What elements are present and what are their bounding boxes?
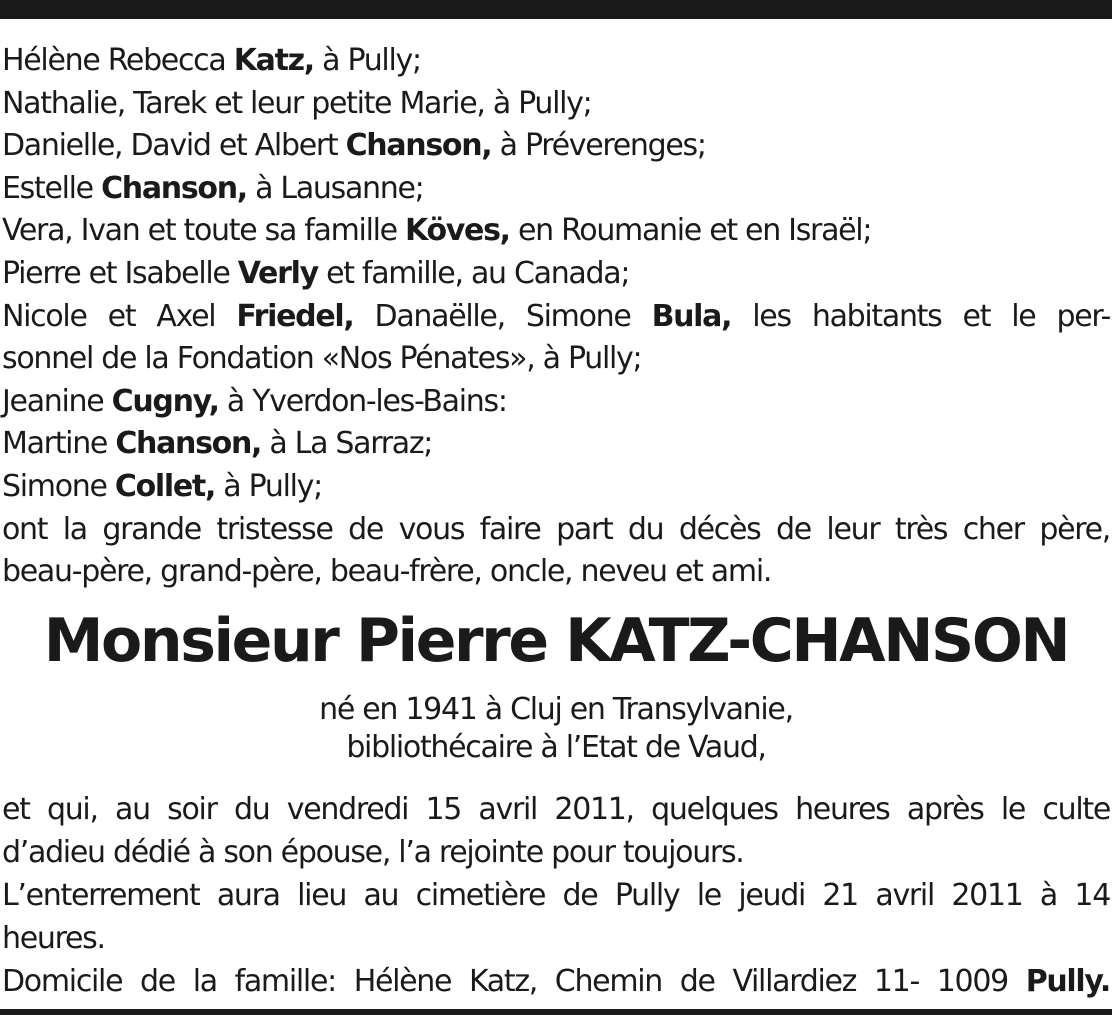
family-line-3: Danielle, David et Albert Chanson, à Préverenges; xyxy=(2,128,706,164)
family-line-11: Simone Collet, à Pully; xyxy=(2,468,322,504)
family-line-10: Martine Chanson, à La Sarraz; xyxy=(2,426,433,462)
family-list xyxy=(2,40,1110,594)
surname: Chanson, xyxy=(345,128,492,164)
deceased-details xyxy=(0,691,1112,767)
surname: Bula, xyxy=(651,298,732,334)
family-line-2: Nathalie, Tarek et leur petite Marie, à Pully; xyxy=(2,85,592,121)
closing-line-5: Domicile de la famille: Hélène Katz, Chemin de Villardiez 11- 1009 Pully. xyxy=(2,964,1110,999)
birth-info: né en 1941 à Cluj en Transylvanie, xyxy=(319,692,793,727)
announcement-line-1: ont la grande tristesse de vous faire part du décès de leur très cher père, xyxy=(2,511,1110,547)
family-line-9: Jeanine Cugny, à Yverdon-les-Bains: xyxy=(2,383,507,419)
surname: Cugny, xyxy=(111,383,219,419)
closing-line-1: et qui, au soir du vendredi 15 avril 2011, quelques heures après le culte xyxy=(2,792,1110,827)
surname: Köves, xyxy=(405,213,510,249)
family-line-1: Hélène Rebecca Katz, à Pully; xyxy=(2,43,421,78)
surname: Chanson, xyxy=(101,170,247,206)
announcement-line-2: beau-père, grand-père, beau-frère, oncle, neveu et ami. xyxy=(2,554,772,590)
bottom-rule xyxy=(0,1009,1112,1015)
closing-line-3: L’enterrement aura lieu au cimetière de Pully le jeudi 21 avril 2011 à 14 xyxy=(2,878,1110,913)
family-line-6: Pierre et Isabelle Verly et famille, au Canada; xyxy=(2,255,630,291)
deceased-name: Monsieur Pierre KATZ-CHANSON xyxy=(43,606,1069,676)
surname: Chanson, xyxy=(115,426,262,462)
surname: Katz, xyxy=(233,43,314,78)
closing-line-2: d’adieu dédié à son épouse, l’a rejointe pour toujours. xyxy=(2,835,744,870)
surname: Verly xyxy=(237,255,318,291)
occupation-info: bibliothécaire à l’Etat de Vaud, xyxy=(346,730,766,765)
surname: Collet, xyxy=(114,468,216,504)
family-line-5: Vera, Ivan et toute sa famille Köves, en Roumanie et en Israël; xyxy=(2,213,872,249)
top-rule xyxy=(0,0,1112,19)
family-line-4: Estelle Chanson, à Lausanne; xyxy=(2,170,424,206)
family-line-8: sonnel de la Fondation «Nos Pénates», à Pully; xyxy=(2,341,642,377)
closing-line-4: heures. xyxy=(2,921,105,956)
closing-text xyxy=(2,788,1110,1003)
surname: Friedel, xyxy=(236,298,354,334)
family-line-7: Nicole et Axel Friedel, Danaëlle, Simone Bula, les habitants et le per- xyxy=(2,298,1110,334)
locality: Pully. xyxy=(1025,964,1110,999)
